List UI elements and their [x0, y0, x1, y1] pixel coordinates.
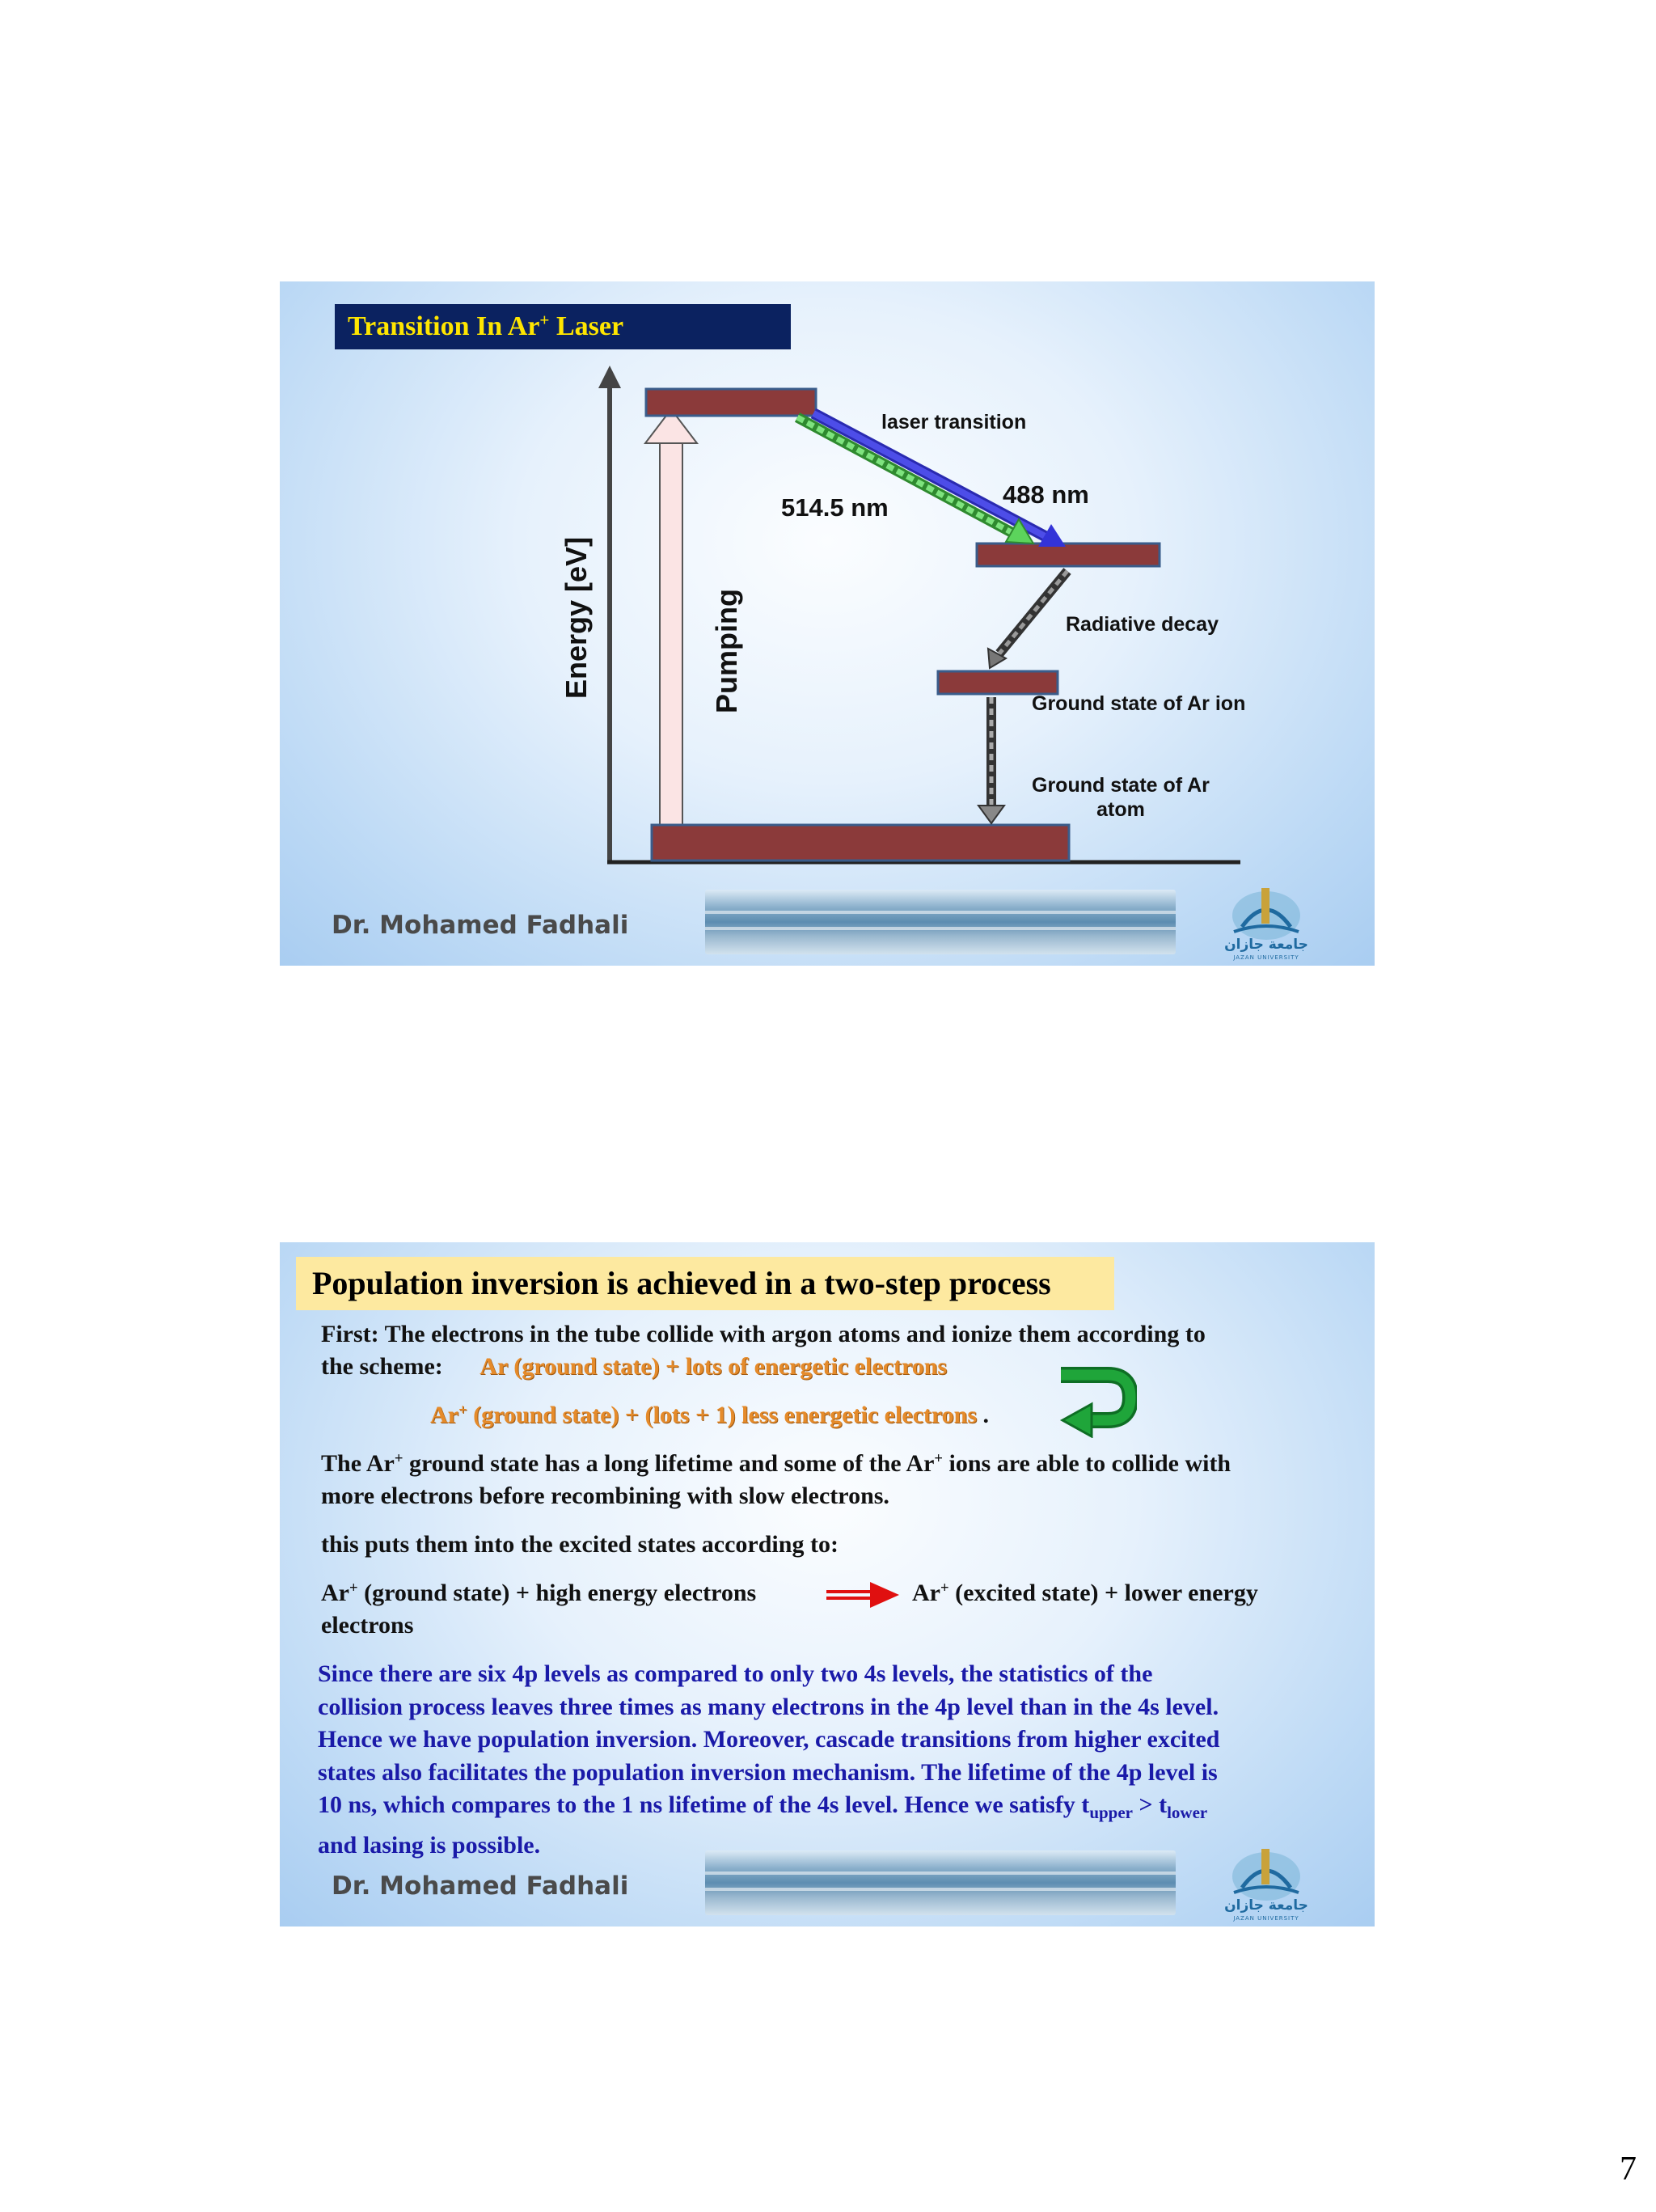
campus-banner-image — [705, 1850, 1176, 1915]
scheme-line: the scheme: Ar (ground state) + lots of energetic electrons — [321, 1353, 948, 1380]
y-axis-arrowhead — [598, 366, 621, 388]
laser-transition-label: laser transition — [881, 411, 1027, 434]
radiative-decay-label: Radiative decay — [1066, 613, 1219, 636]
ground-state-atom-label: Ground state of Ar atom — [1032, 774, 1210, 821]
campus-banner-image — [705, 890, 1176, 954]
excited-states-line: this puts them into the excited states according to: — [321, 1531, 839, 1558]
lifetime-paragraph: The Ar+ ground state has a long lifetime and some of the Ar+ ions are able to collide with more electrons before recombining with slow electrons. — [321, 1449, 1231, 1509]
excitation-equation-continuation: electrons — [321, 1612, 414, 1639]
logo-arabic-text: جامعة جازان — [1224, 937, 1308, 953]
ground-state-ion-label: Ground state of Ar ion — [1032, 692, 1246, 715]
curved-green-arrow-icon — [1056, 1360, 1137, 1438]
red-right-arrow-icon — [826, 1582, 899, 1609]
upper-laser-level — [646, 389, 816, 416]
slide-ar-laser-transition — [280, 281, 1375, 966]
ground-state-ar-atom-level — [652, 825, 1069, 861]
population-inversion-explanation: Since there are six 4p levels as compared to only two 4s levels, the statistics of the collision process leaves three times as many electrons in the 4p level than in the 4s level. Hence we have population inversion. Moreover, cascade transitions from higher excited states also facilitates the population inversion mechanism. The lifetime of the 4p level is 10 ns, which compares to the 1 ns lifetime of the 4s level. Hence we satisfy $t_{upper} > t_{lower}$ and lasing is possible. — [318, 1660, 1220, 1859]
excitation-equation-right: Ar+ (excited state) + lower energy — [912, 1579, 1258, 1606]
radiative-decay-arrow — [988, 571, 1067, 668]
first-step-line: First: The electrons in the tube collide with argon atoms and ionize them according to — [321, 1321, 1206, 1347]
author-name: Dr. Mohamed Fadhali — [332, 1872, 629, 1901]
logo-english-text: JAZAN UNIVERSITY — [1233, 954, 1299, 961]
ground-state-ar-ion-level — [938, 671, 1058, 694]
pumping-arrow — [645, 409, 697, 844]
scheme-reactant: Ar (ground state) + lots of energetic electrons — [479, 1353, 948, 1380]
lower-laser-level — [977, 543, 1160, 566]
wavelength-514nm-label: 514.5 nm — [781, 493, 889, 522]
slide-title: Population inversion is achieved in a two-step process — [296, 1257, 1114, 1310]
energy-axis-label: Energy [eV] — [560, 536, 593, 699]
pumping-label: Pumping — [710, 589, 743, 713]
wavelength-488nm-label: 488 nm — [1003, 480, 1089, 509]
logo-english-text: JAZAN UNIVERSITY — [1233, 1915, 1299, 1922]
slide-title: Transition In Ar+ Laser — [335, 304, 791, 349]
excitation-equation-left: Ar+ (ground state) + high energy electrons — [321, 1579, 757, 1606]
page-number: 7 — [1620, 2151, 1637, 2188]
logo-arabic-text: جامعة جازان — [1224, 1897, 1308, 1914]
author-name: Dr. Mohamed Fadhali — [332, 911, 629, 940]
scheme-product-line: Ar+ (ground state) + (lots + 1) less energetic electrons . — [430, 1401, 990, 1428]
ground-decay-arrow — [978, 697, 1004, 823]
slide-population-inversion — [280, 1242, 1375, 1927]
laser-arrow-514nm — [797, 417, 1033, 543]
